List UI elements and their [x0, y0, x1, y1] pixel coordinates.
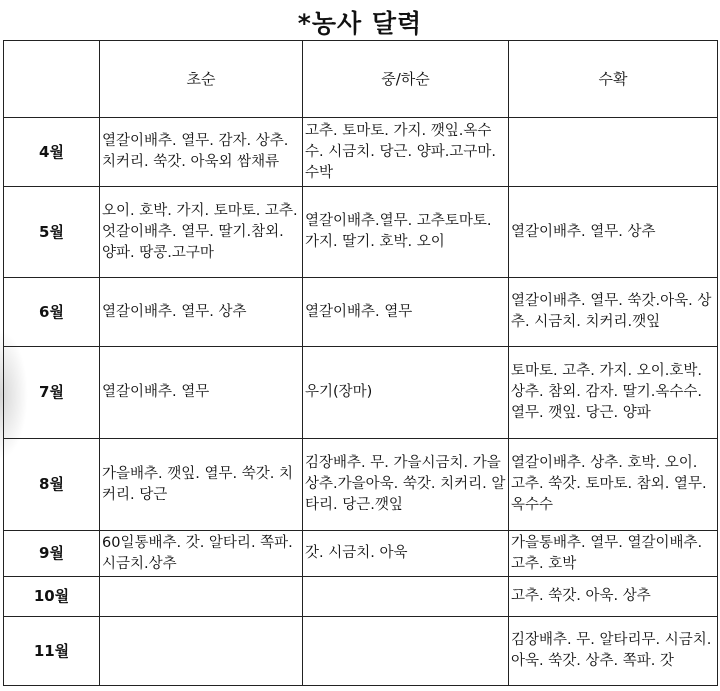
mid-cell: 갓. 시금치. 아욱 — [303, 531, 509, 577]
table-row — [4, 347, 718, 439]
harvest-cell: 고추. 쑥갓. 아욱. 상추 — [509, 577, 718, 617]
table-row — [4, 577, 718, 617]
table-row — [4, 187, 718, 278]
month-cell: 6월 — [4, 278, 100, 347]
harvest-cell: 열갈이배추. 열무. 상추 — [509, 187, 718, 278]
harvest-cell: 토마토. 고추. 가지. 오이.호박. 상추. 참외. 감자. 딸기.옥수수. 열무. 깻잎. 당근. 양파 — [509, 347, 718, 439]
harvest-cell: 열갈이배추. 열무. 쑥갓.아욱. 상추. 시금치. 치커리.깻잎 — [509, 278, 718, 347]
header-early: 초순 — [100, 41, 303, 118]
mid-cell — [303, 617, 509, 686]
header-month — [4, 41, 100, 118]
table-row — [4, 278, 718, 347]
harvest-cell — [509, 118, 718, 187]
harvest-cell: 가을통배추. 열무. 열갈이배추. 고추. 호박 — [509, 531, 718, 577]
early-cell: 60일통배추. 갓. 알타리. 쪽파. 시금치.상추 — [100, 531, 303, 577]
early-cell — [100, 577, 303, 617]
mid-cell: 열갈이배추.열무. 고추토마토. 가지. 딸기. 호박. 오이 — [303, 187, 509, 278]
header-row — [4, 41, 718, 118]
early-cell — [100, 617, 303, 686]
month-cell: 10월 — [4, 577, 100, 617]
month-cell: 9월 — [4, 531, 100, 577]
early-cell: 열갈이배추. 열무. 감자. 상추. 치커리. 쑥갓. 아욱외 쌈채류 — [100, 118, 303, 187]
header-mid: 중/하순 — [303, 41, 509, 118]
early-cell: 열갈이배추. 열무. 상추 — [100, 278, 303, 347]
table-row — [4, 531, 718, 577]
month-cell: 5월 — [4, 187, 100, 278]
table-row — [4, 118, 718, 187]
early-cell: 오이. 호박. 가지. 토마토. 고추. 엇갈이배추. 열무. 딸기.참외. 양파. 땅콩.고구마 — [100, 187, 303, 278]
early-cell: 열갈이배추. 열무 — [100, 347, 303, 439]
harvest-cell: 열갈이배추. 상추. 호박. 오이. 고추. 쑥갓. 토마토. 참외. 열무.옥수수 — [509, 439, 718, 531]
mid-cell: 열갈이배추. 열무 — [303, 278, 509, 347]
table-row — [4, 439, 718, 531]
harvest-cell: 김장배추. 무. 알타리무. 시금치. 아욱. 쑥갓. 상추. 쪽파. 갓 — [509, 617, 718, 686]
early-cell: 가을배추. 깻잎. 열무. 쑥갓. 치커리. 당근 — [100, 439, 303, 531]
month-cell: 8월 — [4, 439, 100, 531]
month-cell: 7월 — [4, 347, 100, 439]
mid-cell: 우기(장마) — [303, 347, 509, 439]
header-harvest: 수확 — [509, 41, 718, 118]
mid-cell: 고추. 토마토. 가지. 깻잎.옥수수. 시금치. 당근. 양파.고구마. 수박 — [303, 118, 509, 187]
farming-calendar-table — [3, 40, 718, 686]
mid-cell — [303, 577, 509, 617]
table-row — [4, 617, 718, 686]
page-title: *농사 달력 — [297, 9, 423, 38]
mid-cell: 김장배추. 무. 가을시금치. 가을상추.가을아욱. 쑥갓. 치커리. 알타리. 당근.깻잎 — [303, 439, 509, 531]
month-cell: 11월 — [4, 617, 100, 686]
month-cell: 4월 — [4, 118, 100, 187]
